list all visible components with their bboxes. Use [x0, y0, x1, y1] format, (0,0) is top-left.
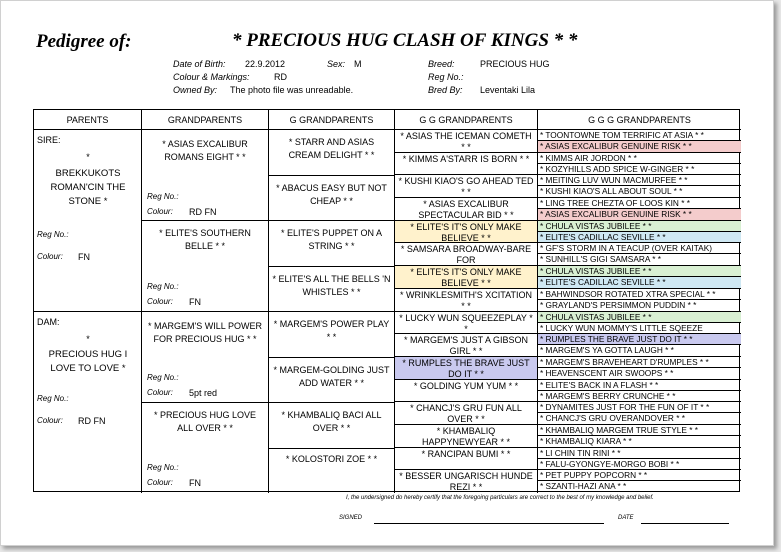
breed-value: PRECIOUS HUG [480, 59, 550, 69]
ggg-grandparent-name: * HEAVENSCENT AIR SWOOPS * * [540, 368, 674, 378]
grandparent-name: * MARGEM'S WILL POWER FOR PRECIOUS HUG * * [148, 321, 262, 344]
ggg-grandparent-pair [538, 243, 741, 266]
ggg-grandparent-pair [538, 312, 741, 334]
ggg-grandparent-name: * KIMMS AIR JORDON * * [538, 153, 741, 164]
ggg-grandparent-name: * ELITE'S BACK IN A FLASH * * [538, 380, 741, 391]
ggg-grandparent-name: * MARGEM'S YA GOTTA LAUGH * * [540, 345, 674, 355]
g-grandparent-cell [269, 358, 395, 403]
grandparent-colour: RD FN [189, 207, 217, 217]
ggg-grandparent-name: * CHULA VISTAS JUBILEE * * [538, 312, 741, 323]
grandparent-cell [142, 403, 269, 493]
colour-markings-label: Colour & Markings: [173, 72, 250, 82]
sire-cell [34, 130, 142, 312]
gg-grandparent-name: * CHANCJ'S GRU FUN ALL OVER * * [410, 403, 522, 424]
dam-colour: RD FN [78, 416, 106, 426]
gg-grandparent-cell [395, 425, 538, 448]
ggg-grandparent-name: * MARGEM'S BRAVEHEART D'RUMPLES * * [538, 357, 741, 368]
column-header: G GRANDPARENTS [269, 110, 395, 130]
grandparent-cell [142, 312, 269, 403]
grandparent-colour: FN [189, 478, 201, 488]
date-label: DATE [618, 515, 634, 521]
reg-no-label: Reg No.: [428, 72, 464, 82]
gg-grandparent-cell [395, 334, 538, 357]
gg-grandparent-cell [395, 243, 538, 266]
sex-label: Sex: [327, 59, 346, 69]
gg-grandparent-name: * RANCIPAN BUMI * * [421, 449, 511, 459]
gg-grandparent-name: * ASIAS THE ICEMAN COMETH * * [400, 131, 532, 152]
gg-grandparent-name: * KHAMBALIQ HAPPYNEWYEAR * * [421, 426, 511, 447]
breed-label: Breed: [428, 59, 455, 69]
sire-label: SIRE: [37, 135, 61, 145]
dog-name-title: * PRECIOUS HUG CLASH OF KINGS * * [232, 30, 578, 51]
gg-grandparent-cell [395, 266, 538, 289]
dam-star: * [86, 334, 90, 344]
grandparent-name: * ASIAS EXCALIBUR ROMANS EIGHT * * [162, 139, 248, 162]
column-header: G G G GRANDPARENTS [538, 110, 741, 130]
ggg-grandparent-name: * LING TREE CHEZTA OF LOOS KIN * * [538, 198, 741, 209]
gg-grandparent-name: * BESSER UNGARISCH HUNDE REZI * * [399, 471, 533, 492]
ggg-grandparent-name: * FALU-GYONGYE-MORGO BOBI * * [540, 459, 680, 469]
sire-colour-label: Colour: [37, 252, 63, 261]
gg-grandparent-cell [395, 198, 538, 221]
dam-reg-label: Reg No.: [37, 394, 69, 403]
sire-colour: FN [78, 252, 90, 262]
grandparent-name: * PRECIOUS HUG LOVE ALL OVER * * [153, 410, 257, 433]
bred-by-value: Leventaki Lila [480, 85, 536, 95]
ggg-grandparent-name: * BAHWINDSOR ROTATED XTRA SPECIAL * * [538, 289, 741, 300]
gg-grandparent-cell [395, 130, 538, 153]
grandparent-reg-label: Reg No.: [147, 373, 179, 382]
grandparent-reg-label: Reg No.: [147, 192, 179, 201]
grandparent-cell [142, 130, 269, 221]
ggg-grandparent-name: * KOZYHILLS ADD SPICE W-GINGER * * [540, 164, 695, 174]
ggg-grandparent-name: * ELITE'S CADILLAC SEVILLE * * [538, 232, 741, 243]
ggg-grandparent-name: * CHANCJ'S GRU OVERANDOVER * * [540, 413, 685, 423]
ggg-grandparent-pair [538, 221, 741, 243]
sire-name: BREKKUKOTS ROMAN'CIN THE STONE * [50, 168, 126, 207]
grandparent-reg-label: Reg No.: [147, 282, 179, 291]
gg-grandparent-name: * ELITE'S IT'S ONLY MAKE BELIEVE * * [410, 267, 522, 288]
ggg-grandparent-pair [538, 130, 741, 153]
column-header: G G GRANDPARENTS [395, 110, 538, 130]
gg-grandparent-name: * KUSHI KIAO'S GO AHEAD TED * * [398, 176, 534, 197]
ggg-grandparent-name: * SZANTI-HAZI ANA * * [540, 481, 627, 491]
grandparent-colour-label: Colour: [147, 207, 173, 216]
ggg-grandparent-name: * CHULA VISTAS JUBILEE * * [538, 221, 741, 232]
bred-by-label: Bred By: [428, 85, 463, 95]
sire-star: * [86, 152, 90, 162]
gg-grandparent-cell [395, 380, 538, 402]
gg-grandparent-name: * ELITE'S IT'S ONLY MAKE BELIEVE * * [410, 222, 522, 243]
date-line[interactable] [641, 523, 729, 524]
grandparent-colour: 5pt red [189, 388, 218, 398]
ggg-grandparent-pair [538, 198, 741, 221]
ggg-grandparent-name: * MARGEM'S BERRY CRUNCHE * * [540, 391, 676, 401]
ggg-grandparent-name: * GF'S STORM IN A TEACUP (OVER KAITAK) [538, 243, 741, 254]
ggg-grandparent-pair [538, 175, 741, 198]
ggg-grandparent-pair [538, 153, 741, 175]
g-grandparent-name: * MARGEM'S POWER PLAY * * [273, 319, 390, 342]
dam-colour-label: Colour: [37, 416, 63, 425]
gg-grandparent-cell [395, 448, 538, 470]
ggg-grandparent-name: * SUNHILL'S GIGI SAMSARA * * [540, 254, 662, 264]
grandparent-cell [142, 221, 269, 312]
ggg-grandparent-pair [538, 266, 741, 289]
ggg-grandparent-name: * ASIAS EXCALIBUR GENUINE RISK * * [538, 141, 741, 152]
gg-grandparent-name: * RUMPLES THE BRAVE JUST DO IT * * [402, 358, 530, 379]
pedigree-of-label: Pedigree of: [36, 31, 132, 52]
dob-value: 22.9.2012 [245, 59, 286, 69]
gg-grandparent-cell [395, 289, 538, 312]
ggg-grandparent-name: * KHAMBALIQ MARGEM TRUE STYLE * * [538, 425, 741, 436]
grandparent-name: * ELITE'S SOUTHERN BELLE * * [159, 228, 251, 251]
ggg-grandparent-name: * DYNAMITES JUST FOR THE FUN OF IT * * [538, 402, 741, 413]
dam-label: DAM: [37, 317, 60, 327]
ggg-grandparent-pair [538, 402, 741, 425]
g-grandparent-name: * ELITE'S PUPPET ON A STRING * * [280, 228, 383, 251]
column-header: PARENTS [34, 110, 142, 130]
ggg-grandparent-pair [538, 334, 741, 357]
gg-grandparent-name: * GOLDING YUM YUM * * [413, 381, 519, 391]
owned-by-value: The photo file was unreadable. [230, 85, 354, 95]
g-grandparent-cell [269, 176, 395, 221]
ggg-grandparent-name: * LI CHIN TIN RINI * * [538, 448, 741, 459]
colour-markings-value: RD [274, 72, 287, 82]
ggg-grandparent-pair [538, 357, 741, 380]
grandparent-colour-label: Colour: [147, 297, 173, 306]
ggg-grandparent-name: * RUMPLES THE BRAVE JUST DO IT * * [538, 334, 741, 345]
sex-value: M [354, 59, 362, 69]
grandparent-colour-label: Colour: [147, 478, 173, 487]
dam-cell [34, 312, 142, 493]
ggg-grandparent-name: * ELITE'S CADILLAC SEVILLE * * [538, 277, 741, 288]
grandparent-reg-label: Reg No.: [147, 463, 179, 472]
gg-grandparent-name: * MARGEM'S JUST A GIBSON GIRL * * [403, 335, 529, 356]
grandparent-colour: FN [189, 297, 201, 307]
ggg-grandparent-name: * KHAMBALIQ KIARA * * [540, 436, 632, 446]
ggg-grandparent-pair [538, 448, 741, 470]
g-grandparent-cell [269, 449, 395, 493]
ggg-grandparent-pair [538, 425, 741, 448]
ggg-grandparent-name: * MEITING LUV WUN MACMURFEE * * [538, 175, 741, 186]
sire-reg-label: Reg No.: [37, 230, 69, 239]
gg-grandparent-cell [395, 221, 538, 243]
gg-grandparent-cell [395, 357, 538, 380]
g-grandparent-name: * KOLOSTORI ZOE * * [285, 454, 378, 464]
gg-grandparent-name: * WRINKLESMITH'S XCITATION * * [400, 290, 532, 311]
g-grandparent-cell [269, 403, 395, 449]
pedigree-table [33, 109, 740, 492]
signed-label: SIGNED [339, 515, 363, 521]
gg-grandparent-name: * KIMMS A'STARR IS BORN * * [402, 154, 530, 164]
dam-name: PRECIOUS HUG I LOVE TO LOVE * [48, 349, 128, 374]
dob-label: Date of Birth: [173, 59, 226, 69]
ggg-grandparent-name: * TOONTOWNE TOM TERRIFIC AT ASIA * * [538, 130, 741, 141]
ggg-grandparent-name: * ASIAS EXCALIBUR GENUINE RISK * * [538, 209, 741, 220]
g-grandparent-cell [269, 221, 395, 267]
signature-line[interactable] [374, 523, 604, 524]
g-grandparent-cell [269, 130, 395, 176]
owned-by-label: Owned By: [173, 85, 218, 95]
gg-grandparent-name: * SAMSARA BROADWAY-BARE FOR [400, 244, 532, 265]
g-grandparent-name: * MARGEM-GOLDING JUST ADD WATER * * [273, 365, 390, 388]
gg-grandparent-name: * LUCKY WUN SQUEEZEPLAY * * [399, 313, 533, 334]
ggg-grandparent-name: * GRAYLAND'S PERSIMMON PUDDIN * * [540, 300, 697, 310]
gg-grandparent-cell [395, 402, 538, 425]
ggg-grandparent-pair [538, 470, 741, 493]
gg-grandparent-cell [395, 153, 538, 175]
gg-grandparent-name: * ASIAS EXCALIBUR SPECTACULAR BID * * [418, 199, 514, 220]
g-grandparent-name: * STARR AND ASIAS CREAM DELIGHT * * [288, 137, 375, 160]
g-grandparent-name: * ELITE'S ALL THE BELLS 'N WHISTLES * * [272, 274, 391, 297]
ggg-grandparent-name: * PET PUPPY POPCORN * * [538, 470, 741, 481]
g-grandparent-name: * ABACUS EASY BUT NOT CHEAP * * [276, 183, 387, 206]
gg-grandparent-cell [395, 312, 538, 334]
ggg-grandparent-pair [538, 289, 741, 312]
ggg-grandparent-pair [538, 380, 741, 402]
gg-grandparent-cell [395, 175, 538, 198]
certification-text: I, the undersigned do hereby certify that the foregoing particulars are correct to the best of my knowledge and belief. [346, 495, 654, 501]
ggg-grandparent-name: * KUSHI KIAO'S ALL ABOUT SOUL * * [540, 186, 683, 196]
gg-grandparent-cell [395, 470, 538, 493]
ggg-grandparent-name: * CHULA VISTAS JUBILEE * * [538, 266, 741, 277]
grandparent-colour-label: Colour: [147, 388, 173, 397]
column-header: GRANDPARENTS [142, 110, 269, 130]
g-grandparent-name: * KHAMBALIQ BACI ALL OVER * * [281, 410, 382, 433]
g-grandparent-cell [269, 312, 395, 358]
g-grandparent-cell [269, 267, 395, 312]
ggg-grandparent-name: * LUCKY WUN MOMMY'S LITTLE SQEEZE [540, 323, 703, 333]
